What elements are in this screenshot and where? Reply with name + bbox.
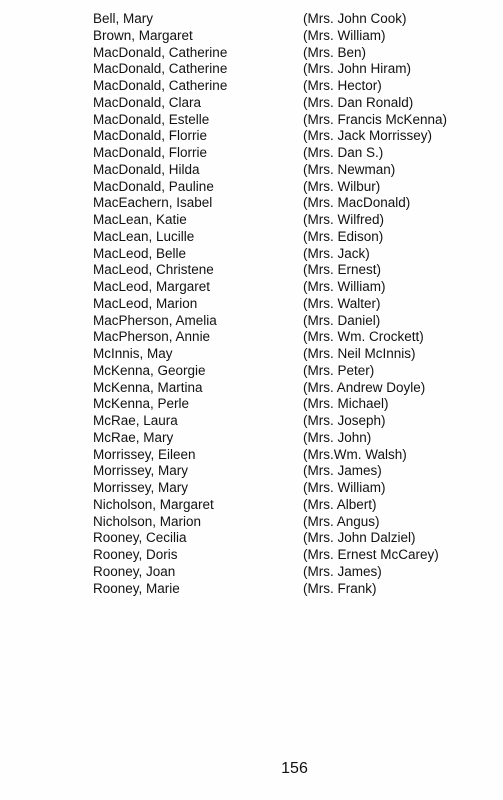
maiden-name: MacDonald, Estelle: [93, 111, 210, 127]
married-name: (Mrs. Walter): [303, 295, 381, 311]
maiden-name: MacDonald, Catherine: [93, 61, 228, 77]
maiden-name: Morrissey, Mary: [93, 480, 189, 495]
list-item: [0, 95, 503, 112]
list-item: [0, 246, 503, 263]
list-item: [0, 447, 503, 464]
maiden-name: MacDonald, Catherine: [93, 78, 228, 93]
married-name: (Mrs. Francis McKenna): [303, 111, 448, 127]
married-name: (Mrs. John Hiram): [303, 61, 412, 77]
list-item: [0, 430, 503, 447]
married-name: (Mrs. Wilfred): [303, 212, 384, 227]
married-name: (Mrs. John): [303, 429, 372, 445]
list-item: [0, 363, 503, 380]
list-item: [0, 262, 503, 279]
married-name: (Mrs. Ben): [303, 44, 367, 60]
list-item: [0, 128, 503, 145]
maiden-name: MacPherson, Annie: [93, 329, 211, 345]
married-name: (Mrs. William): [303, 480, 386, 495]
list-item: [0, 413, 503, 430]
list-item: [0, 11, 503, 28]
maiden-name: MacEachern, Isabel: [93, 195, 213, 211]
list-item: [0, 497, 503, 514]
married-name: (Mrs. Peter): [303, 362, 375, 378]
married-name: (Mrs. Newman): [303, 161, 396, 177]
maiden-name: MacLeod, Marion: [93, 295, 198, 311]
maiden-name: Morrissey, Eileen: [93, 446, 196, 462]
maiden-name: Rooney, Doris: [93, 547, 178, 562]
married-name: (Mrs. William): [303, 27, 386, 43]
maiden-name: Bell, Mary: [93, 11, 154, 26]
maiden-name: MacDonald, Florrie: [93, 128, 208, 144]
married-name: (Mrs. Ernest): [303, 262, 382, 278]
maiden-name: McInnis, May: [93, 346, 173, 361]
list-item: [0, 212, 503, 229]
list-item: [0, 564, 503, 581]
list-item: [0, 346, 503, 363]
list-item: [0, 112, 503, 129]
maiden-name: MacLean, Lucille: [93, 228, 195, 244]
married-name: (Mrs. Daniel): [303, 312, 381, 328]
married-name: (Mrs. MacDonald): [303, 195, 411, 211]
married-name: (Mrs. Wm. Crockett): [303, 329, 424, 345]
list-item: [0, 514, 503, 531]
maiden-name: MacDonald, Florrie: [93, 145, 208, 160]
list-item: [0, 396, 503, 413]
list-item: [0, 279, 503, 296]
married-name: (Mrs. Dan Ronald): [303, 94, 414, 110]
married-name: (Mrs. William): [303, 279, 386, 294]
list-item: [0, 547, 503, 564]
married-name: (Mrs. Jack): [303, 245, 370, 261]
married-name: (Mrs. Michael): [303, 396, 389, 412]
maiden-name: MacDonald, Clara: [93, 94, 202, 110]
married-name: (Mrs. John Dalziel): [303, 530, 416, 546]
maiden-name: Rooney, Joan: [93, 563, 176, 579]
married-name: (Mrs. James): [303, 463, 382, 479]
married-name: (Mrs. James): [303, 563, 382, 579]
list-item: [0, 28, 503, 45]
maiden-name: MacLeod, Margaret: [93, 279, 211, 294]
list-item: [0, 463, 503, 480]
maiden-name: Morrissey, Mary: [93, 463, 189, 479]
married-name: (Mrs. Dan S.): [303, 145, 384, 160]
list-item: [0, 313, 503, 330]
name-list: [0, 11, 503, 597]
list-item: [0, 61, 503, 78]
maiden-name: Brown, Margaret: [93, 27, 193, 43]
list-item: [0, 162, 503, 179]
married-name: (Mrs. Angus): [303, 513, 380, 529]
maiden-name: McKenna, Perle: [93, 396, 190, 412]
list-item: [0, 581, 503, 598]
married-name: (Mrs. Albert): [303, 496, 377, 512]
list-item: [0, 45, 503, 62]
married-name: (Mrs. Wilbur): [303, 178, 381, 194]
married-name: (Mrs. Edison): [303, 228, 384, 244]
maiden-name: Nicholson, Marion: [93, 513, 202, 529]
list-item: [0, 78, 503, 95]
married-name: (Mrs.Wm. Walsh): [303, 446, 407, 462]
maiden-name: McRae, Mary: [93, 429, 174, 445]
list-item: [0, 229, 503, 246]
maiden-name: MacDonald, Pauline: [93, 178, 214, 194]
married-name: (Mrs. Frank): [303, 580, 377, 596]
married-name: (Mrs. Neil McInnis): [303, 346, 416, 361]
list-item: [0, 480, 503, 497]
maiden-name: McKenna, Martina: [93, 379, 203, 395]
list-item: [0, 329, 503, 346]
maiden-name: MacPherson, Amelia: [93, 312, 217, 328]
maiden-name: Nicholson, Margaret: [93, 496, 214, 512]
page-number: 156: [281, 760, 308, 777]
maiden-name: McKenna, Georgie: [93, 362, 206, 378]
maiden-name: McRae, Laura: [93, 413, 178, 428]
maiden-name: Rooney, Cecilia: [93, 530, 187, 546]
married-name: (Mrs. Andrew Doyle): [303, 379, 426, 395]
married-name: (Mrs. Joseph): [303, 413, 386, 428]
married-name: (Mrs. Ernest McCarey): [303, 547, 439, 562]
maiden-name: MacLean, Katie: [93, 212, 187, 227]
list-item: [0, 145, 503, 162]
list-item: [0, 380, 503, 397]
maiden-name: Rooney, Marie: [93, 580, 180, 596]
maiden-name: MacLeod, Belle: [93, 245, 187, 261]
list-item: [0, 195, 503, 212]
list-item: [0, 179, 503, 196]
married-name: (Mrs. John Cook): [303, 11, 407, 26]
married-name: (Mrs. Jack Morrissey): [303, 128, 432, 144]
list-item: [0, 296, 503, 313]
maiden-name: MacLeod, Christene: [93, 262, 214, 278]
maiden-name: MacDonald, Catherine: [93, 44, 228, 60]
list-item: [0, 530, 503, 547]
maiden-name: MacDonald, Hilda: [93, 161, 200, 177]
married-name: (Mrs. Hector): [303, 78, 382, 93]
